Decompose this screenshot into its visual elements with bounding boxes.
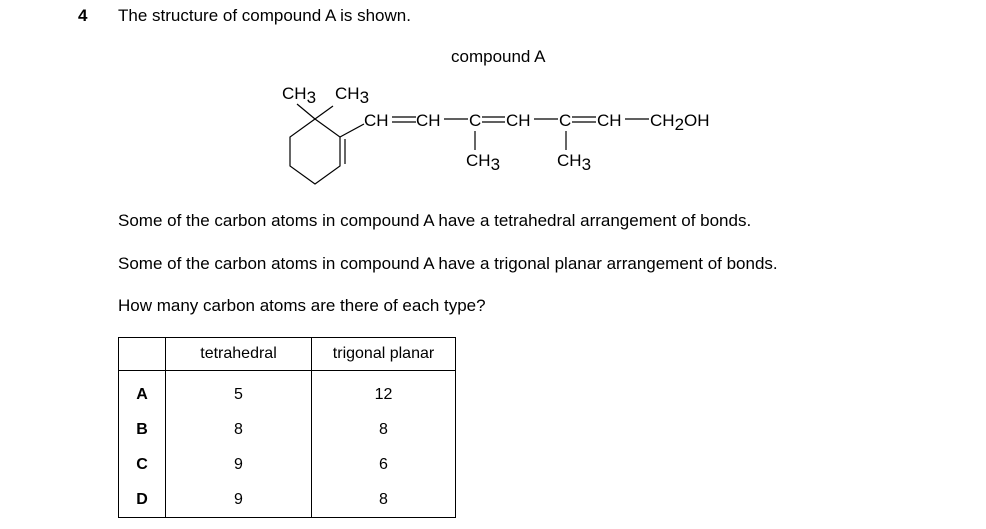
table-row[interactable] — [119, 482, 456, 518]
option-b-tetrahedral: 8 — [166, 412, 312, 447]
methyl-label-right: CH3 — [335, 84, 370, 107]
methyl-bond-right — [315, 106, 333, 119]
option-d-trigonal: 8 — [312, 482, 456, 518]
structure-caption: compound A — [451, 47, 546, 66]
chain-ch-4: CH — [597, 111, 622, 130]
option-key-a: A — [119, 371, 166, 413]
table-row[interactable] — [119, 447, 456, 482]
branch-methyl-1: CH3 — [466, 151, 501, 174]
statement-trigonal: Some of the carbon atoms in compound A have a trigonal planar arrangement of bonds. — [118, 254, 778, 273]
table-row[interactable] — [119, 412, 456, 447]
question-stem: The structure of compound A is shown. — [118, 6, 411, 25]
option-key-b: B — [119, 412, 166, 447]
table-row[interactable] — [119, 371, 456, 413]
question-number: 4 — [78, 6, 88, 25]
option-a-trigonal: 12 — [312, 371, 456, 413]
table-header-blank — [119, 338, 166, 371]
statement-tetrahedral: Some of the carbon atoms in compound A have a tetrahedral arrangement of bonds. — [118, 211, 752, 230]
chain-ch-2: CH — [416, 111, 441, 130]
chain-ch-3: CH — [506, 111, 531, 130]
chain-c-1: C — [469, 111, 482, 130]
option-d-tetrahedral: 9 — [166, 482, 312, 518]
option-c-tetrahedral: 9 — [166, 447, 312, 482]
branch-methyl-2: CH3 — [557, 151, 592, 174]
chain-c-2: C — [559, 111, 572, 130]
table-header-tetrahedral: tetrahedral — [166, 338, 312, 371]
option-b-trigonal: 8 — [312, 412, 456, 447]
option-key-d: D — [119, 482, 166, 518]
methyl-label-left: CH3 — [282, 84, 317, 107]
cyclohexene-ring — [290, 119, 340, 184]
option-a-tetrahedral: 5 — [166, 371, 312, 413]
compound-a-structure — [0, 0, 986, 210]
chain-end-group: CH2OH — [650, 111, 710, 134]
ring-chain-bond — [340, 124, 364, 137]
option-key-c: C — [119, 447, 166, 482]
option-c-trigonal: 6 — [312, 447, 456, 482]
chain-ch-1: CH — [364, 111, 389, 130]
table-header-row — [119, 338, 456, 371]
table-header-trigonal: trigonal planar — [312, 338, 456, 371]
answer-options-table — [118, 337, 456, 518]
question-prompt: How many carbon atoms are there of each type? — [118, 296, 486, 315]
